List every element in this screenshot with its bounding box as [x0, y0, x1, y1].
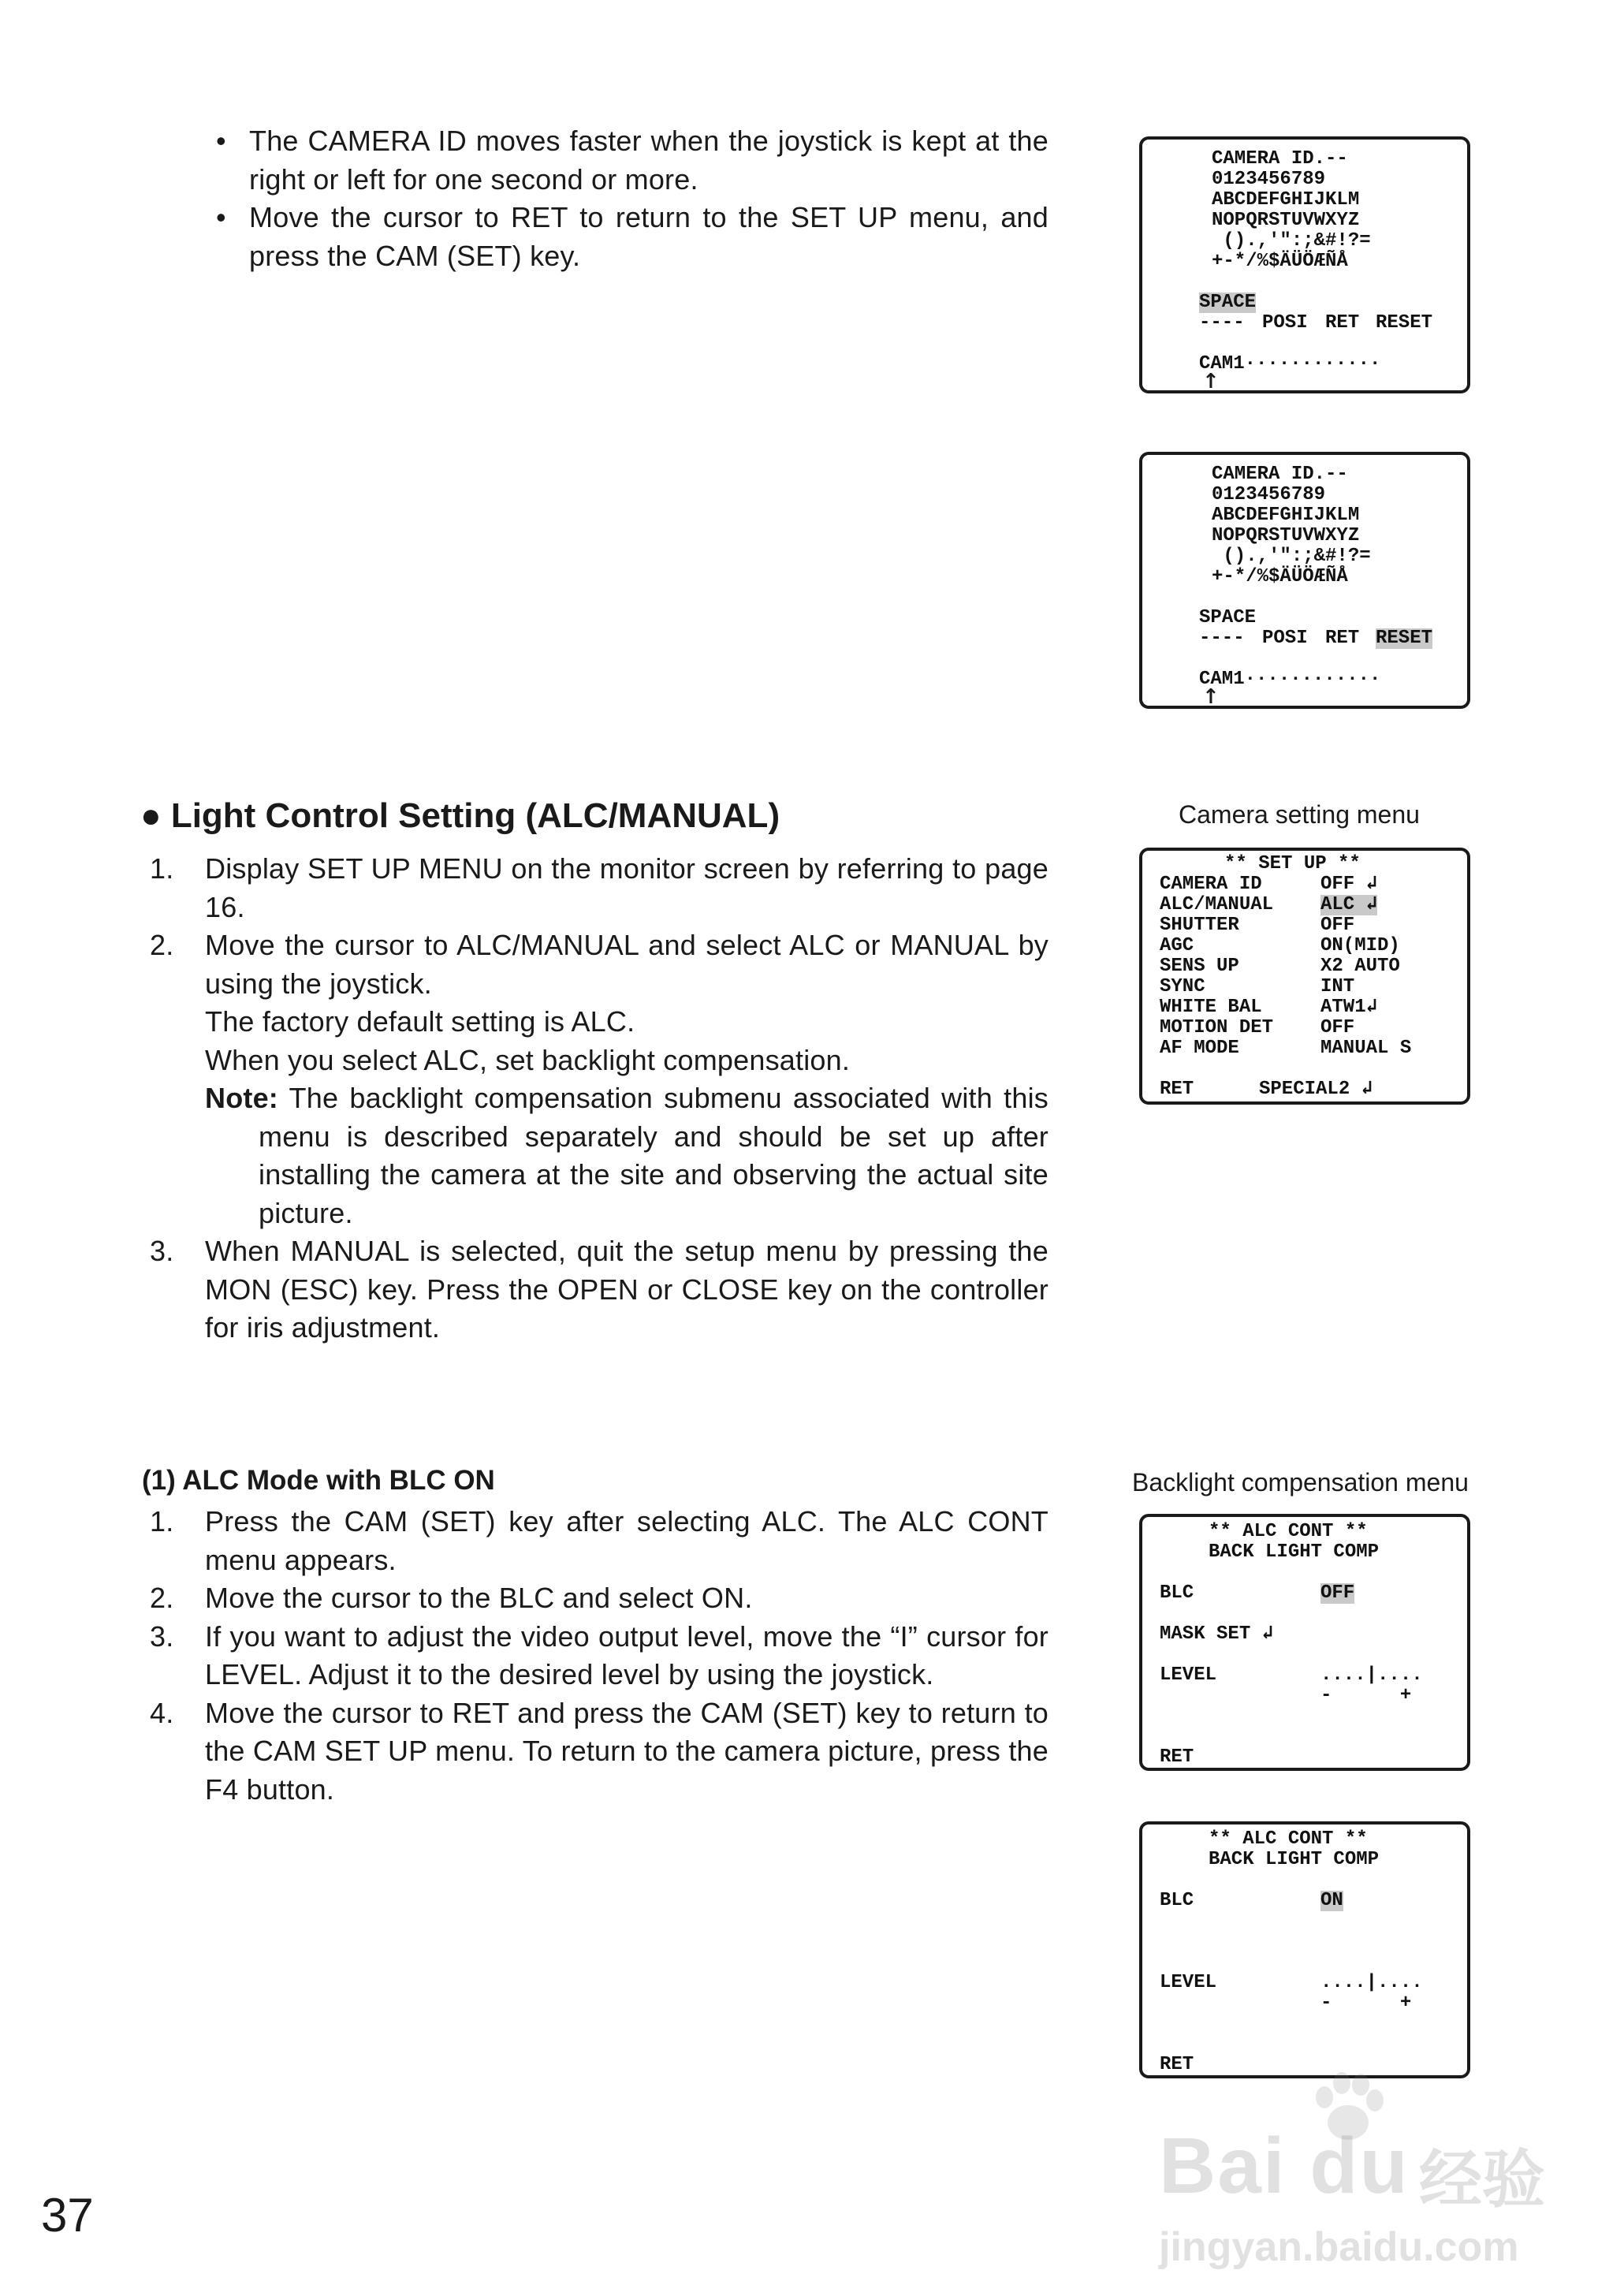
menu-subtitle: BACK LIGHT COMP: [1209, 1849, 1380, 1870]
reset-option: RESET: [1376, 312, 1433, 334]
step-number: 1.: [150, 1505, 174, 1538]
top-bullet-list: [207, 122, 1049, 275]
subsection-heading: (1) ALC Mode with BLC ON: [142, 1465, 495, 1496]
dashes: ----: [1199, 312, 1245, 334]
reset-option: RESET: [1376, 628, 1433, 649]
menu-ret: RET: [1160, 1079, 1194, 1100]
blc-value: OFF: [1320, 1582, 1355, 1604]
note-block: [150, 1079, 1049, 1232]
menu-label: SENS UP: [1160, 956, 1239, 977]
step-number: 3.: [150, 1235, 174, 1267]
ret-option: RET: [1325, 312, 1360, 334]
step-text: Move the cursor to ALC/MANUAL and select ALC or MANUAL by using the joystick.: [205, 929, 1049, 1000]
screen-line: ().,'":;&#!?=: [1212, 546, 1371, 567]
menu-ret: RET: [1160, 1746, 1194, 1768]
camera-id-screen-reset: [1139, 452, 1470, 709]
bullet-item: [207, 199, 1049, 275]
step-number: 4.: [150, 1696, 174, 1729]
step-number: 2.: [150, 1582, 174, 1614]
menu-label: AGC: [1160, 935, 1194, 956]
caption-camera-setting-menu: Camera setting menu: [1179, 800, 1420, 829]
step-number: 2.: [150, 929, 174, 961]
dashes: ----: [1199, 628, 1245, 649]
screen-line: CAMERA ID.--: [1212, 464, 1348, 485]
step-text: If you want to adjust the video output level, move the “I” cursor for LEVEL. Adjust it to the desired level by using the joystick.: [205, 1620, 1049, 1690]
note-label: Note:: [205, 1082, 278, 1114]
posi-option: POSI: [1262, 312, 1308, 334]
menu-value: ATW1↲: [1320, 997, 1378, 1018]
space-option: SPACE: [1199, 607, 1257, 628]
level-label: LEVEL: [1160, 1972, 1217, 1993]
cursor-arrow-icon: ↑: [1202, 685, 1220, 709]
menu-value: X2 AUTO: [1320, 956, 1400, 977]
screen-line: 0123456789: [1212, 484, 1326, 505]
list-item: [150, 850, 1049, 926]
caption-backlight-menu: Backlight compensation menu: [1132, 1468, 1469, 1496]
list-item: [150, 926, 1049, 1003]
blc-value: ON: [1320, 1890, 1343, 1911]
screen-line: NOPQRSTUVWXYZ: [1212, 525, 1360, 546]
page-number: 37: [41, 2189, 94, 2242]
screen-line: ().,'":;&#!?=: [1212, 230, 1371, 252]
list-item: [150, 1579, 1049, 1618]
menu-label: CAMERA ID: [1160, 874, 1262, 895]
list-item: [150, 1618, 1049, 1694]
baidu-watermark: [1159, 2066, 1569, 2279]
menu-label: ALC/MANUAL: [1160, 894, 1274, 915]
screen-line: +-*/%$ÄÜÖÆÑÅ: [1212, 251, 1348, 272]
menu-label: SHUTTER: [1160, 915, 1239, 936]
menu-label: WHITE BAL: [1160, 997, 1262, 1018]
section-heading-light-control: [140, 796, 780, 836]
camera-id-screen-space: [1139, 136, 1470, 393]
menu-title: ** SET UP **: [1224, 853, 1361, 874]
list-item: [150, 1694, 1049, 1810]
bullet-dot: •: [216, 201, 226, 233]
menu-value: INT: [1320, 976, 1355, 997]
screen-line: +-*/%$ÄÜÖÆÑÅ: [1212, 566, 1348, 587]
list-item: [150, 1503, 1049, 1579]
ret-option: RET: [1325, 628, 1360, 649]
screen-line: ABCDEFGHIJKLM: [1212, 189, 1360, 211]
alc-steps: [150, 1503, 1049, 1809]
menu-label: MOTION DET: [1160, 1017, 1274, 1038]
heading-bullet-icon: ●: [140, 796, 162, 835]
bullet-text: The CAMERA ID moves faster when the joystick is kept at the right or left for one second or more.: [249, 125, 1049, 196]
menu-value: MANUAL S: [1320, 1038, 1412, 1059]
space-option: SPACE: [1199, 292, 1257, 313]
level-bar: ....|....: [1320, 1664, 1423, 1686]
step-text: Display SET UP MENU on the monitor screen by referring to page 16.: [205, 852, 1049, 923]
bullet-dot: •: [216, 125, 226, 157]
menu-ret: RET: [1160, 2054, 1194, 2075]
menu-subtitle: BACK LIGHT COMP: [1209, 1541, 1380, 1563]
blc-menu-off-screen: [1139, 1514, 1470, 1771]
step-text: Move the cursor to RET and press the CAM (SET) key to return to the CAM SET UP menu. To return to the camera picture, press the F4 button.: [205, 1696, 1049, 1806]
menu-value: OFF: [1320, 1017, 1355, 1038]
cam-id-line: CAM1············: [1199, 669, 1381, 690]
blc-label: BLC: [1160, 1582, 1194, 1604]
menu-label: AF MODE: [1160, 1038, 1239, 1059]
bullet-item: [207, 122, 1049, 199]
screen-line: NOPQRSTUVWXYZ: [1212, 210, 1360, 231]
menu-label: SYNC: [1160, 976, 1205, 997]
step-number: 3.: [150, 1620, 174, 1653]
light-control-steps: [150, 850, 1049, 1347]
setup-menu-screen: [1139, 848, 1470, 1105]
mask-set-item: MASK SET ↲: [1160, 1623, 1274, 1645]
menu-title: ** ALC CONT **: [1209, 1521, 1368, 1542]
screen-line: CAMERA ID.--: [1212, 148, 1348, 170]
step-number: 1.: [150, 852, 174, 885]
cam-id-line: CAM1············: [1199, 353, 1381, 375]
step-text: When MANUAL is selected, quit the setup menu by pressing the MON (ESC) key. Press the OPEN or CLOSE key on the controller for iris adjustment.: [205, 1235, 1049, 1344]
cursor-arrow-icon: ↑: [1202, 370, 1220, 393]
posi-option: POSI: [1262, 628, 1308, 649]
watermark-brand: Bai du: [1159, 2122, 1410, 2210]
factory-default-line: The factory default setting is ALC.: [205, 1005, 635, 1038]
level-label: LEVEL: [1160, 1664, 1217, 1686]
menu-special: SPECIAL2 ↲: [1259, 1079, 1373, 1100]
level-scale: - +: [1320, 1992, 1412, 2014]
menu-value: ON(MID): [1320, 935, 1400, 956]
note-text: The backlight compensation submenu associated with this menu is described separately and should be set up after installing the camera at the site and observing the actual site picture.: [259, 1082, 1049, 1229]
screen-line: ABCDEFGHIJKLM: [1212, 505, 1360, 526]
bullet-text: Move the cursor to RET to return to the SET UP menu, and press the CAM (SET) key.: [249, 201, 1049, 272]
level-bar: ....|....: [1320, 1972, 1423, 1993]
when-alc-line: When you select ALC, set backlight compensation.: [205, 1043, 851, 1076]
watermark-cn: 经验: [1419, 2143, 1545, 2216]
level-scale: - +: [1320, 1685, 1412, 1706]
watermark-url: jingyan.baidu.com: [1159, 2224, 1519, 2270]
heading-text: Light Control Setting (ALC/MANUAL): [170, 796, 780, 835]
list-item: [150, 1232, 1049, 1347]
step-text: Press the CAM (SET) key after selecting ALC. The ALC CONT menu appears.: [205, 1505, 1049, 1576]
menu-value: OFF ↲: [1320, 874, 1378, 895]
menu-value-selected: ALC ↲: [1320, 894, 1378, 915]
blc-menu-on-screen: [1139, 1821, 1470, 2078]
screen-line: 0123456789: [1212, 169, 1326, 190]
blc-label: BLC: [1160, 1890, 1194, 1911]
step-text: Move the cursor to the BLC and select ON.: [205, 1582, 753, 1614]
menu-value: OFF: [1320, 915, 1355, 936]
menu-title: ** ALC CONT **: [1209, 1828, 1368, 1850]
